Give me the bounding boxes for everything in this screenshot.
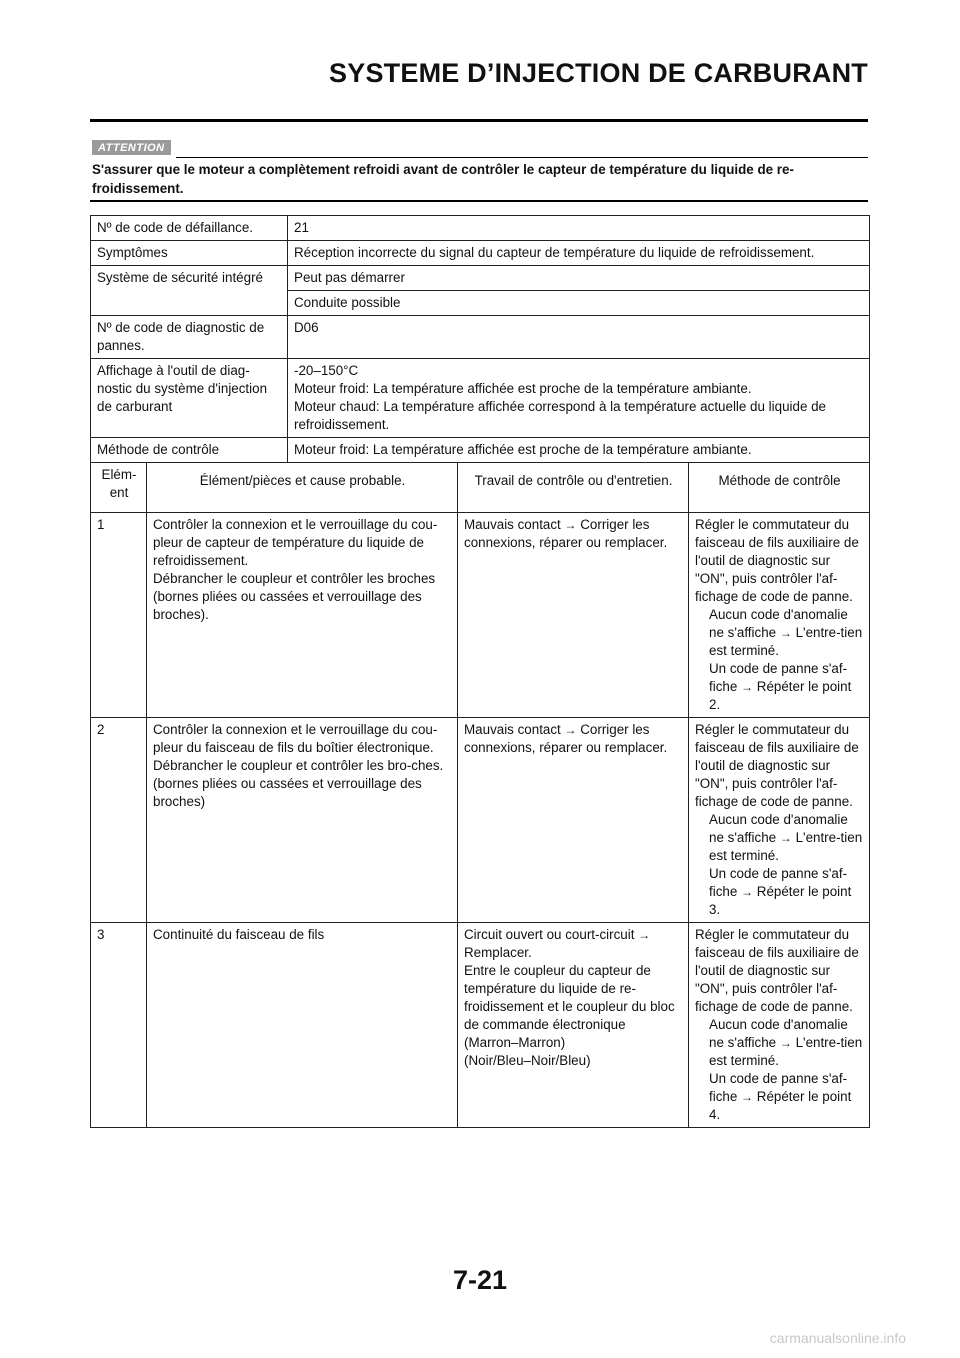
check-text: Un code de panne s'af-fiche	[709, 866, 848, 899]
table-row	[91, 718, 870, 923]
failsafe-value-2: Conduite possible	[288, 291, 870, 316]
table-row	[91, 359, 870, 438]
check-text: Régler le commutateur du faisceau de fils auxiliaire de l'outil de diagnostic sur "ON", puis contrôler l'af-fichage de code de panne.	[695, 927, 859, 1014]
watermark: carmanualsonline.info	[769, 1330, 906, 1346]
check-text: Répéter le point 4.	[709, 1089, 852, 1122]
cause-cell	[147, 718, 458, 923]
check-text: L'entre-tien est terminé.	[709, 1035, 863, 1068]
work-cell	[458, 923, 689, 1128]
display-line: Moteur chaud: La température affichée correspond à la température actuelle du liquide de refroidissement.	[294, 399, 827, 432]
arrow-right-icon: →	[564, 723, 577, 737]
check-sub	[695, 1070, 864, 1124]
work-line	[464, 926, 683, 944]
diag-value: D06	[288, 316, 870, 359]
check-text: Un code de panne s'af-fiche	[709, 1071, 848, 1104]
arrow-right-icon: →	[741, 885, 754, 899]
table-row	[91, 266, 870, 291]
attention-tag: ATTENTION	[92, 140, 171, 155]
arrow-right-icon: →	[779, 1036, 792, 1050]
check-text: Un code de panne s'af-fiche	[709, 661, 848, 694]
display-line: -20–150°C	[294, 363, 359, 378]
arrow-right-icon: →	[638, 928, 651, 942]
check-text: Aucun code d'anomalie ne s'affiche	[709, 607, 848, 640]
failsafe-value-1: Peut pas démarrer	[288, 266, 870, 291]
code-value: 21	[288, 216, 870, 241]
arrow-right-icon: →	[741, 1090, 754, 1104]
check-text: Répéter le point 2.	[709, 679, 852, 712]
failsafe-label: Système de sécurité intégré	[91, 266, 288, 316]
column-header-work: Travail de contrôle ou d'entretien.	[458, 463, 689, 513]
work-text: Entre le coupleur du capteur de température du liquide de re-froidissement et le coupleur du bloc de commande électronique	[464, 963, 675, 1032]
row-number: 2	[91, 718, 147, 923]
display-line: Moteur froid: La température affichée est proche de la température ambiante.	[294, 381, 752, 396]
table-row	[91, 216, 870, 241]
work-text: Corriger les connexions, réparer ou remplacer.	[464, 722, 668, 755]
cause-text: Contrôler la connexion et le verrouillage du cou-pleur du faisceau de fils du boîtier électronique.	[153, 722, 438, 755]
method-value: Moteur froid: La température affichée est proche de la température ambiante.	[288, 438, 870, 463]
arrow-right-icon: →	[564, 518, 577, 532]
arrow-right-icon: →	[741, 680, 754, 694]
check-text: Répéter le point 3.	[709, 884, 852, 917]
check-cell	[689, 923, 870, 1128]
work-text: Mauvais contact	[464, 517, 561, 532]
check-text: Régler le commutateur du faisceau de fils auxiliaire de l'outil de diagnostic sur "ON", puis contrôler l'af-fichage de code de panne.	[695, 517, 859, 604]
work-text: Remplacer.	[464, 945, 532, 960]
check-sub	[695, 865, 864, 919]
column-header-item: Elém-ent	[91, 463, 147, 513]
cause-text: Débrancher le coupleur et contrôler les broches (bornes pliées ou cassées et verrouillage des broches).	[153, 571, 436, 622]
check-sub	[695, 660, 864, 714]
row-number: 3	[91, 923, 147, 1128]
header-rule	[90, 119, 868, 122]
arrow-right-icon: →	[779, 626, 792, 640]
page-number: 7-21	[452, 1265, 508, 1295]
check-cell	[689, 718, 870, 923]
work-text: Circuit ouvert ou court-circuit	[464, 927, 635, 942]
check-sub	[695, 1016, 864, 1070]
cause-text: Continuité du faisceau de fils	[153, 927, 325, 942]
method-label: Méthode de contrôle	[91, 438, 288, 463]
cause-cell	[147, 923, 458, 1128]
check-text: Aucun code d'anomalie ne s'affiche	[709, 1017, 848, 1050]
column-header-row	[91, 463, 870, 513]
code-label: Nº de code de défaillance.	[91, 216, 288, 241]
attention-rule	[176, 157, 868, 158]
display-label: Affichage à l'outil de diag-nostic du système d'injection de carburant	[91, 359, 288, 438]
work-text: Corriger les connexions, réparer ou remplacer.	[464, 517, 668, 550]
work-cell	[458, 513, 689, 718]
cause-text: Débrancher le coupleur et contrôler les bro-ches. (bornes pliées ou cassées et verrouillage des broches)	[153, 758, 444, 809]
attention-text: S'assurer que le moteur a complètement refroidi avant de contrôler le capteur de température du liquide de re-froidissement.	[92, 162, 794, 196]
diag-label: Nº de code de diagnostic de pannes.	[91, 316, 288, 359]
table-row	[91, 513, 870, 718]
check-cell	[689, 513, 870, 718]
work-text: Mauvais contact	[464, 722, 561, 737]
check-sub	[695, 606, 864, 660]
symptoms-value: Réception incorrecte du signal du capteur de température du liquide de refroidissement.	[288, 241, 870, 266]
check-text: L'entre-tien est terminé.	[709, 830, 863, 863]
table-row	[91, 316, 870, 359]
page-title: SYSTEME D’INJECTION DE CARBURANT	[329, 58, 868, 88]
row-number: 1	[91, 513, 147, 718]
attention-bottom-rule	[90, 200, 868, 202]
check-text: Régler le commutateur du faisceau de fils auxiliaire de l'outil de diagnostic sur "ON", puis contrôler l'af-fichage de code de panne.	[695, 722, 859, 809]
diagnostic-table	[90, 215, 870, 1128]
table-row	[91, 241, 870, 266]
column-header-cause: Élément/pièces et cause probable.	[147, 463, 458, 513]
check-sub	[695, 811, 864, 865]
table-row	[91, 923, 870, 1128]
arrow-right-icon: →	[779, 831, 792, 845]
work-text: (Noir/Bleu–Noir/Bleu)	[464, 1053, 591, 1068]
display-value	[288, 359, 870, 438]
column-header-check: Méthode de contrôle	[689, 463, 870, 513]
check-text: L'entre-tien est terminé.	[709, 625, 863, 658]
table-row	[91, 438, 870, 463]
symptoms-label: Symptômes	[91, 241, 288, 266]
cause-text: Contrôler la connexion et le verrouillage du cou-pleur de capteur de température du liquide de refroidissement.	[153, 517, 438, 568]
cause-cell	[147, 513, 458, 718]
work-cell	[458, 718, 689, 923]
check-text: Aucun code d'anomalie ne s'affiche	[709, 812, 848, 845]
work-text: (Marron–Marron)	[464, 1035, 566, 1050]
